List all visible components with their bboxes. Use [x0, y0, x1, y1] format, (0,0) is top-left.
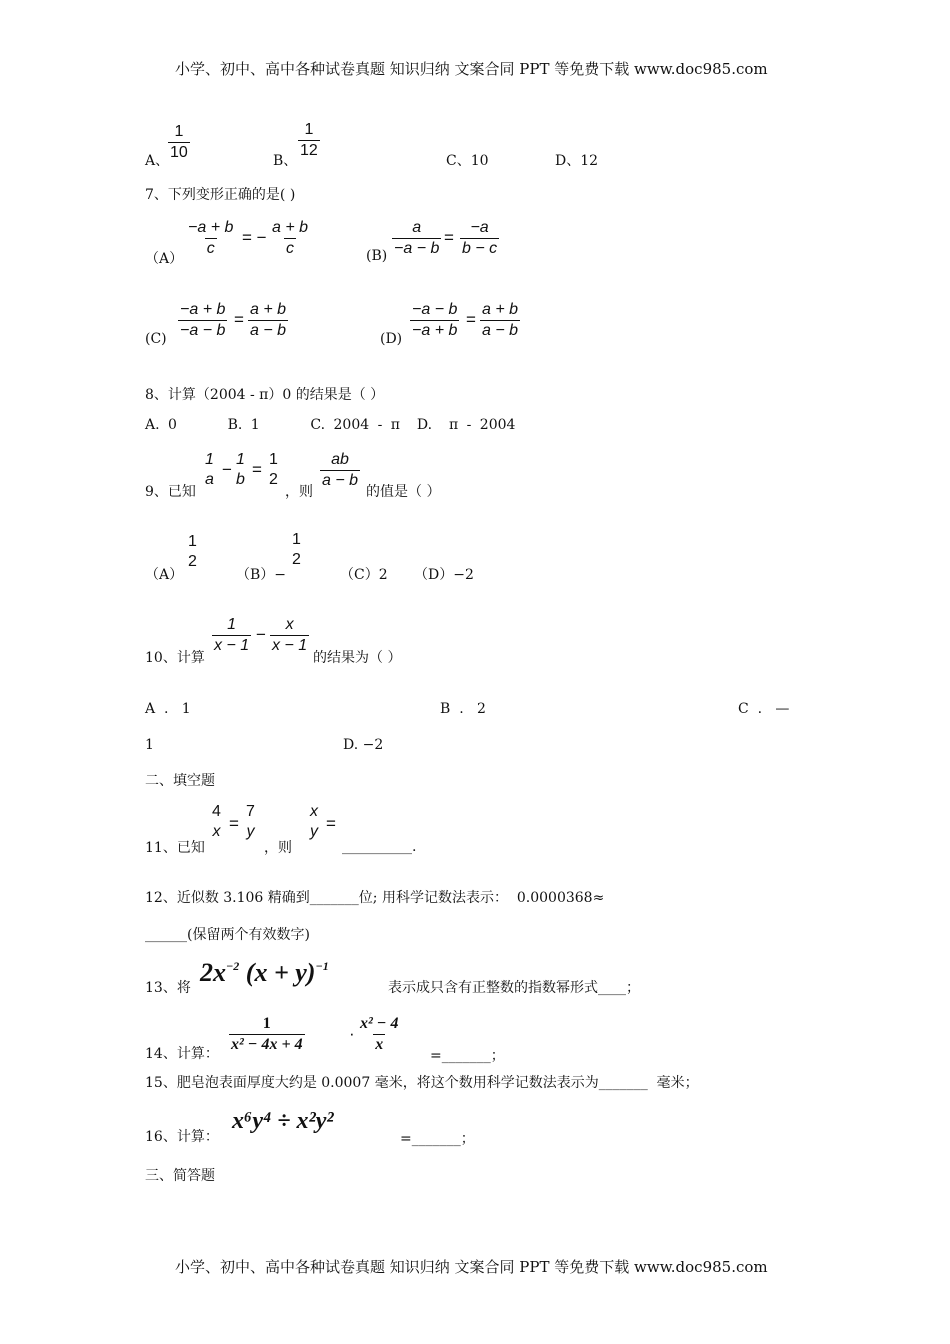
fraction-numerator: 1	[205, 451, 214, 468]
q13-prefix: 13、将	[145, 980, 191, 996]
q14-prefix: 14、计算：	[145, 1046, 219, 1062]
q9-option-a-label: （A）	[145, 567, 184, 583]
q10-option-b: B . 2	[440, 701, 486, 717]
q10-option-c: C . —	[738, 701, 790, 717]
fraction-numerator: a + b	[482, 301, 519, 318]
fraction-denominator: x² − 4x + 4	[231, 1036, 303, 1053]
q11-fraction-4-over-x	[210, 802, 223, 842]
q11-prefix: 11、已知	[145, 840, 205, 856]
fraction-denominator: b	[236, 471, 245, 488]
fraction-right	[460, 218, 499, 259]
fraction-numerator: ab	[331, 451, 349, 468]
fraction-numerator: 1	[174, 123, 184, 140]
fraction-numerator: 1	[262, 1015, 271, 1032]
fraction-left	[410, 300, 459, 341]
fraction-numerator: 1	[227, 616, 237, 633]
q16-prefix: 16、计算：	[145, 1129, 219, 1145]
fraction-numerator: 7	[246, 803, 255, 820]
fraction-numerator: 1	[269, 451, 278, 468]
fraction-denominator: a − b	[250, 322, 287, 339]
fraction-numerator: a + b	[250, 301, 287, 318]
q9-fraction-1-over-b	[234, 450, 247, 490]
q12-line-2: ______(保留两个有效数字)	[145, 927, 310, 943]
equals-sign: =	[326, 814, 336, 833]
fraction-denominator: c	[206, 240, 215, 257]
fraction-denominator: a	[205, 471, 214, 488]
q6-option-b-label: B、	[273, 153, 298, 169]
fraction-denominator: 2	[292, 551, 301, 568]
q11-answer-blank[interactable]: __________.	[342, 839, 417, 855]
fraction-left	[392, 218, 441, 259]
fraction-left	[186, 218, 235, 259]
fraction-numerator: x	[285, 616, 294, 633]
fraction-numerator: a + b	[272, 219, 309, 236]
fraction-denominator: x − 1	[214, 637, 250, 654]
option-label: (D)	[380, 331, 403, 347]
q9-option-c: （C）2	[340, 567, 388, 583]
fraction-numerator: 1	[236, 451, 245, 468]
fraction-denominator: x	[375, 1036, 384, 1053]
q14-fraction-1	[229, 1014, 305, 1055]
section-2-title: 二、填空题	[145, 773, 215, 789]
fraction-right	[248, 300, 288, 341]
fraction-denominator: −a + b	[412, 322, 458, 339]
expr-base: 2x	[200, 958, 226, 987]
expr-parenthesis: (x + y)	[245, 958, 316, 987]
fraction-denominator: c	[286, 240, 295, 257]
q16-answer-blank[interactable]: =_______；	[400, 1131, 475, 1147]
q10-option-d: D. −2	[343, 737, 384, 753]
q16-expression: x⁶y⁴ ÷ x²y²	[232, 1108, 334, 1134]
fraction-denominator: x	[212, 823, 221, 840]
q9-option-b-label: （B）−	[236, 567, 287, 583]
q13-suffix: 表示成只含有正整数的指数幂形式____；	[388, 980, 640, 996]
fraction-denominator: 12	[300, 142, 318, 159]
fraction-denominator: y	[246, 823, 255, 840]
expr-exponent-1: −2	[226, 959, 240, 973]
fraction-numerator: 4	[212, 803, 221, 820]
fraction-denominator: b − c	[462, 240, 498, 257]
q6-option-a-fraction	[168, 122, 190, 163]
q11-fraction-7-over-y	[244, 802, 257, 842]
q15-text: 15、肥皂泡表面厚度大约是 0.0007 毫米，将这个数用科学记数法表示为_______ 毫米；	[145, 1075, 699, 1091]
q7-stem: 7、下列变形正确的是( )	[145, 187, 296, 203]
fraction-denominator: x − 1	[272, 637, 308, 654]
fraction-denominator: 2	[269, 471, 278, 488]
fraction-left	[178, 300, 227, 341]
fraction-numerator: x	[310, 803, 318, 820]
page-footer: 小学、初中、高中各种试卷真题 知识归纳 文案合同 PPT 等免费下载 www.doc985.com	[175, 1258, 768, 1276]
multiply-dot: ·	[349, 1024, 355, 1043]
q6-option-a-label: A、	[145, 153, 170, 169]
minus-sign: −	[222, 460, 232, 479]
equals-sign: =	[234, 310, 244, 329]
q10-option-c-continued: 1	[145, 737, 154, 753]
option-label: (C)	[145, 331, 167, 347]
q9-fraction-1-over-a	[203, 450, 216, 490]
fraction-numerator: a	[412, 219, 422, 236]
fraction-denominator: 2	[188, 553, 197, 570]
q10-suffix: 的结果为（ ）	[313, 650, 402, 666]
option-label: （A）	[145, 251, 184, 267]
q6-option-d: D、12	[555, 153, 599, 169]
fraction-numerator: 1	[188, 533, 197, 550]
page-header: 小学、初中、高中各种试卷真题 知识归纳 文案合同 PPT 等免费下载 www.doc985.com	[175, 60, 768, 78]
q14-fraction-2	[358, 1014, 401, 1055]
equals-sign: =	[229, 814, 239, 833]
q9-option-b-fraction	[290, 530, 303, 570]
q10-option-a: A . 1	[145, 701, 191, 717]
fraction-numerator: 1	[292, 531, 301, 548]
fraction-numerator: −a + b	[180, 301, 226, 318]
fraction-numerator: −a − b	[412, 301, 458, 318]
fraction-numerator: −a	[470, 219, 489, 236]
q6-option-c: C、10	[446, 153, 489, 169]
fraction-denominator: y	[310, 823, 318, 840]
q9-option-a-fraction	[186, 532, 199, 572]
q12-line-1: 12、近似数 3.106 精确到_______位; 用科学记数法表示： 0.0000368≈	[145, 890, 605, 906]
q8-options: A. 0 B. 1 C. 2004 - π D. π - 2004	[145, 417, 516, 433]
q9-option-d: （D）−2	[414, 567, 474, 583]
section-3-title: 三、简答题	[145, 1168, 215, 1184]
q6-option-b-fraction	[298, 120, 320, 161]
fraction-denominator: a − b	[482, 322, 519, 339]
equals-sign: =	[252, 460, 262, 479]
minus-sign: −	[256, 625, 266, 644]
equals-sign: =	[466, 310, 476, 329]
q11-mid: ，则	[264, 840, 292, 856]
fraction-denominator: −a − b	[180, 322, 226, 339]
expr-exponent-2: −1	[315, 959, 329, 973]
q13-expression	[200, 958, 329, 988]
fraction-right	[270, 218, 310, 259]
equals-sign: =	[444, 228, 454, 247]
q10-fraction-1	[212, 615, 251, 656]
q9-fraction-ab	[320, 450, 360, 491]
q8-stem: 8、计算（2004 - π）0 的结果是（ ）	[145, 387, 385, 403]
q9-prefix: 9、已知	[145, 484, 196, 500]
q11-fraction-x-over-y	[308, 802, 320, 842]
q10-prefix: 10、计算	[145, 650, 205, 666]
fraction-right	[480, 300, 520, 341]
equals-minus: = −	[242, 228, 267, 247]
option-label: (B)	[366, 248, 388, 264]
q14-answer-blank[interactable]: =_______；	[430, 1048, 505, 1064]
fraction-denominator: 10	[170, 144, 188, 161]
fraction-denominator: −a − b	[394, 240, 440, 257]
q9-mid: ，则	[285, 484, 313, 500]
q9-suffix: 的值是（ ）	[366, 484, 441, 500]
q9-fraction-1-over-2	[267, 450, 280, 490]
fraction-numerator: 1	[304, 121, 314, 138]
fraction-denominator: a − b	[322, 472, 359, 489]
fraction-numerator: −a + b	[188, 219, 234, 236]
q10-fraction-2	[270, 615, 309, 656]
fraction-numerator: x² − 4	[360, 1015, 399, 1032]
